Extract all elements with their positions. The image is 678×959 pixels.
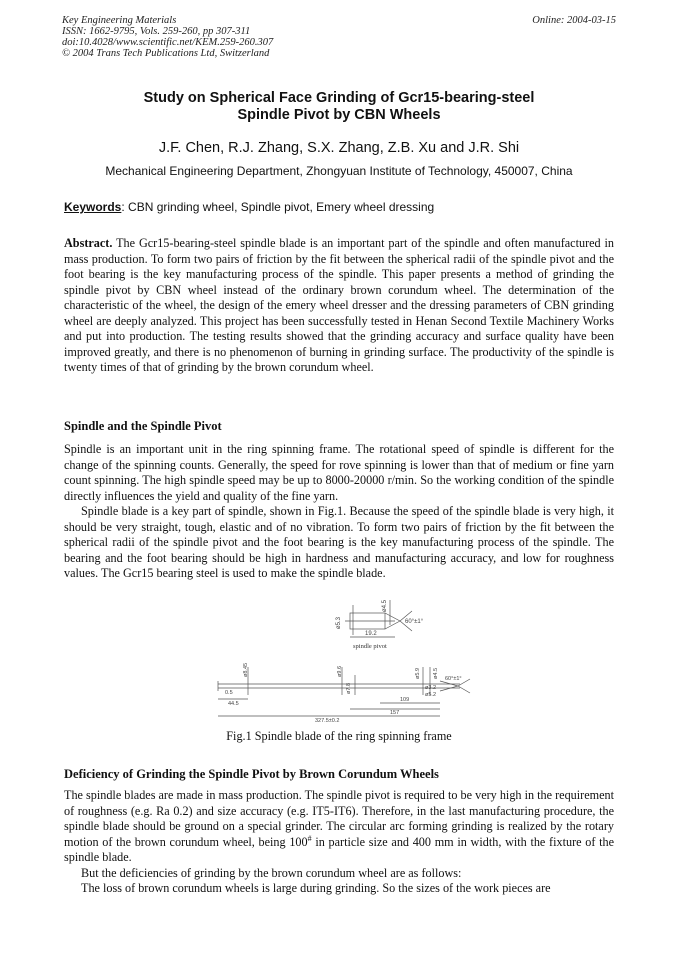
title-line-2: Spindle Pivot by CBN Wheels [237, 107, 441, 123]
dim-c: ø9.6 [337, 665, 343, 677]
dim-g: ø5.2 [425, 692, 437, 698]
paragraph: Spindle blade is a key part of spindle, shown in Fig.1. Because the speed of the spindle blade is very high, it should be very straight, tough, elastic and of no vibration. To form two pairs of friction by the fit between the spherical radii of the spindle pivot and the foot bearing is the key manufacturing process of the spindle. The bearing and the foot bearing should be high in hardness and manufacturing accuracy, and low for roughness values. The Gcr15 bearing steel is used to make the spindle blade. [64, 504, 614, 580]
pivot-label: spindle pivot [353, 643, 387, 650]
journal-name: Key Engineering Materials [62, 15, 177, 26]
title-line-1: Study on Spherical Face Grinding of Gcr15-bearing-steel [143, 90, 535, 106]
paper-title [0, 90, 678, 124]
paragraph: The loss of brown corundum wheels is large during grinding. So the sizes of the work pieces are [81, 881, 551, 895]
section-heading-spindle: Spindle and the Spindle Pivot [64, 419, 222, 433]
abstract [64, 236, 614, 376]
dim-f: ø3.2 [425, 685, 437, 691]
spindle-blade-figure [190, 595, 490, 725]
journal-doi: doi:10.4028/www.scientific.net/KEM.259-260.307 [62, 37, 274, 48]
authors: J.F. Chen, R.J. Zhang, S.X. Zhang, Z.B. Xu and J.R. Shi [158, 140, 520, 156]
keywords-colon: : [121, 200, 129, 214]
journal-copyright: © 2004 Trans Tech Publications Ltd, Switzerland [62, 48, 270, 59]
online-date: Online: 2004-03-15 [532, 15, 616, 26]
spindle-pivot-detail [345, 600, 412, 637]
dim-d1: ø5.3 [336, 616, 342, 629]
abstract-label: Abstract. [64, 236, 113, 250]
section-spindle-body [64, 442, 614, 582]
affiliation: Mechanical Engineering Department, Zhongyuan Institute of Technology, 450007, China [105, 164, 573, 178]
section-heading-deficiency: Deficiency of Grinding the Spindle Pivot by Brown Corundum Wheels [64, 767, 439, 781]
dim-ang1: 60°±1° [405, 619, 424, 625]
dim-a: ø8.45 [243, 662, 249, 677]
dim-ang2: 60°±1° [445, 676, 462, 682]
dim-k: 157 [390, 710, 400, 716]
journal-header [62, 15, 273, 59]
dim-e: ø4.5 [433, 667, 439, 679]
dim-j: 109 [400, 697, 410, 703]
keywords-text: CBN grinding wheel, Spindle pivot, Emery wheel dressing [128, 200, 435, 214]
p1-before: The spindle blades are made in mass production. The spindle pivot is required to be very high in the requirement of roughness (e.g. Ra 0.2) and size accuracy (e.g. IT5-IT6). Therefore, in the last manufacturing procedure, the spindle blade should be ground on a special grinder. The circular arc forming grinding is realized by the rotary motion of the brown corundum wheel, being 100 [64, 788, 614, 849]
dim-l: 327.5±0.2 [315, 718, 340, 724]
paragraph: Spindle is an important unit in the ring spinning frame. The rotational speed of spindle is different for the change of the spinning counts. Generally, the speed for rove spinning is lower than that of medium or fine yarn count spinning. The high spindle speed may be up to 8000-20000 r/min. So the working condition of the spindle directly influences the yield and quality of the fine yarn. [64, 442, 614, 503]
p1-sup: # [307, 833, 312, 843]
dim-h: 0.5 [225, 690, 233, 696]
journal-issn: ISSN: 1662-9795, Vols. 259-260, pp 307-311 [62, 26, 251, 37]
figure-caption: Fig.1 Spindle blade of the ring spinning frame [226, 729, 452, 743]
p1-after: in particle size and 400 mm in width, with the fixture of the spindle blade. [64, 834, 614, 864]
keywords [64, 200, 434, 214]
dim-len: 19.2 [365, 631, 377, 637]
dim-b: ø7.8 [346, 682, 352, 694]
section-deficiency-body [64, 788, 614, 897]
paragraph [64, 788, 614, 866]
keywords-label: Keywords [64, 200, 122, 214]
dim-i: 44.5 [228, 701, 239, 707]
dim-d: ø5.9 [415, 667, 421, 679]
paragraph: But the deficiencies of grinding by the brown corundum wheel are as follows: [81, 865, 462, 880]
abstract-text: The Gcr15-bearing-steel spindle blade is an important part of the spindle and often manufactured in mass production. To form two pairs of friction by the fit between the spherical radii of the spindle pivot and the foot bearing is the key manufacturing process of the spindle. This paper presents a method of grinding the spindle pivot by CBN wheel instead of the ordinary brown corundum wheel. The determination of the characteristic of the wheel, the design of the emery wheel dresser and the dressing parameters of CBN grinding wheel are deeply analyzed. This project has been successfully tested in Henan Second Textile Machinery Works and put into production. The testing results showed that the grinding accuracy and surface quality have been improved greatly, and there is no phenomenon of burning in grinding surface. The productivity of the spindle is twenty times of that of grinding by the brown corundum wheel. [64, 236, 615, 374]
dim-d2: ø4.5 [382, 599, 388, 612]
